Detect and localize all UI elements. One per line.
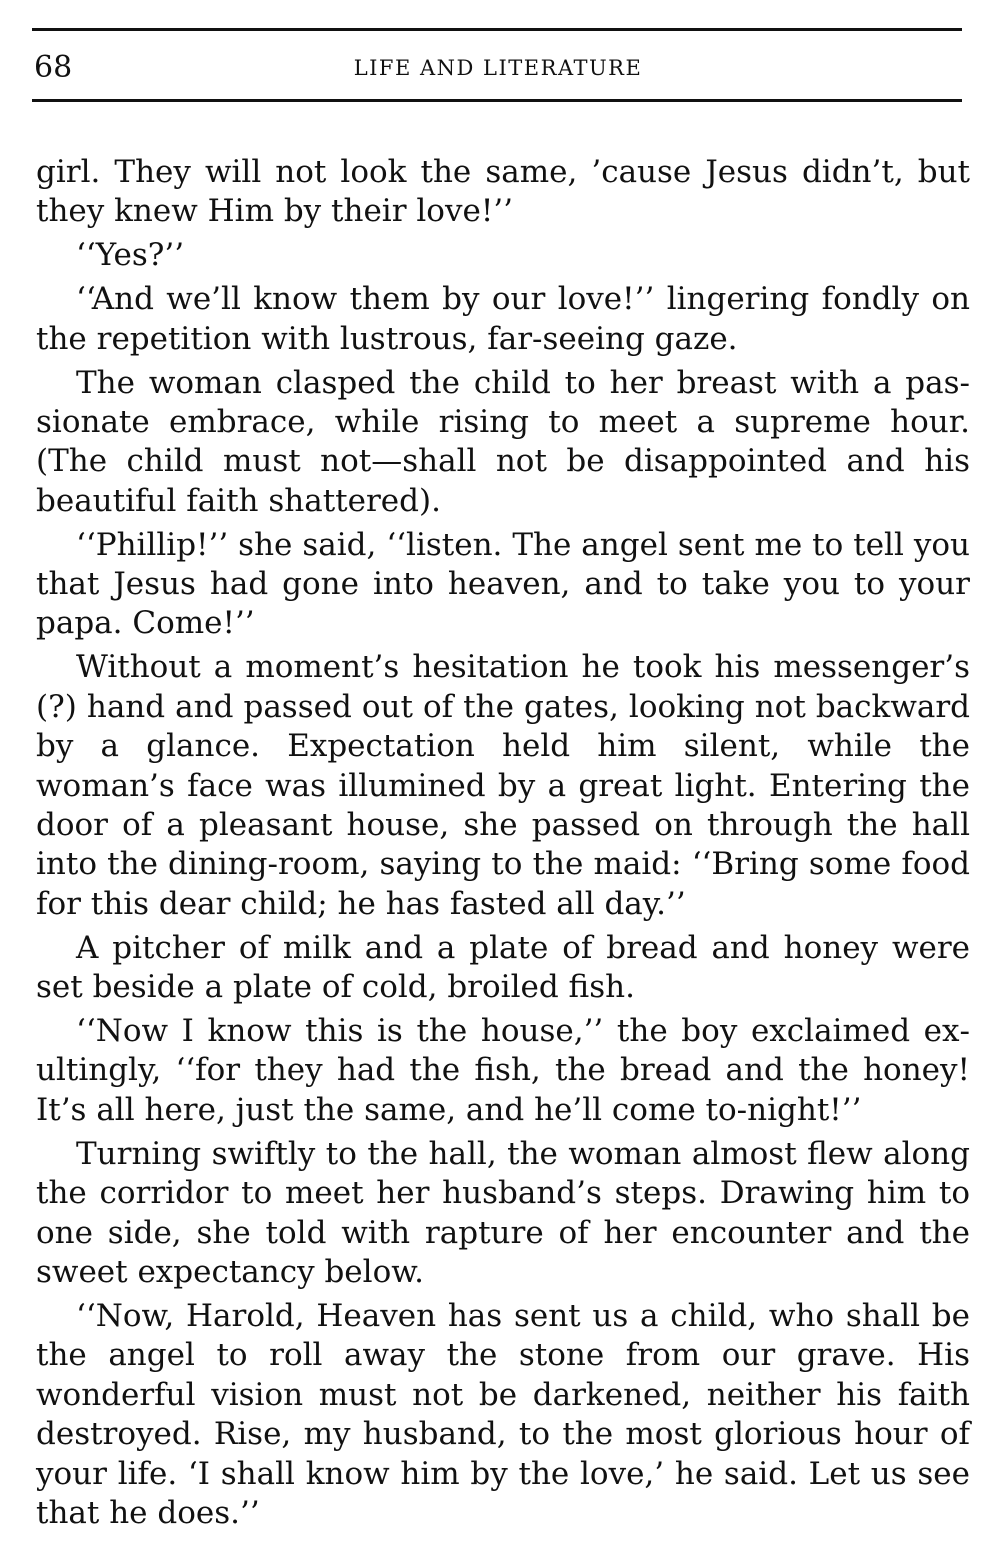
header-bottom-rule (32, 99, 962, 102)
body-text (36, 153, 970, 1538)
paragraph: ‘‘Now I know this is the house,’’ the boy exclaimed exultingly, ‘‘for they had the fish, the bread and the honey! It’s all here, just the same, and he’ll come to-night!’’ (36, 1013, 970, 1128)
paragraph: A pitcher of milk and a plate of bread and honey were set beside a plate of cold, broiled fish. (36, 929, 970, 1006)
running-title: LIFE AND LITERATURE (353, 56, 643, 80)
paragraph: ‘‘Now, Harold, Heaven has sent us a child, who shall be the angel to roll away the stone from our grave. His wonderful vision must not be darkened, neither his faith destroyed. Rise, my husband, to the most glorious hour of your life. ‘I shall know him by the love,’ he said. Let us see that he does.’’ (36, 1297, 970, 1531)
page-header (34, 48, 962, 88)
paragraph: ‘‘And we’ll know them by our love!’’ lingering fondly on the repetition with lustrous, far-seeing gaze. (36, 281, 970, 357)
paragraph: girl. They will not look the same, ’cause Jesus didn’t, but they knew Him by their love!’’ (36, 154, 970, 230)
paragraph: Turning swiftly to the hall, the woman almost flew along the corridor to meet her husband’s steps. Drawing him to one side, she told with rapture of her encounter and the sweet expectancy below. (36, 1135, 970, 1290)
paragraph: Without a moment’s hesitation he took his messenger’s (?) hand and passed out of the gates, looking not backward by a glance. Expectation held him silent, while the woman’s face was illumined by a great light. Entering the door of a pleasant house, she passed on through the hall into the dining-room, saying to the maid: ‘‘Bring some food for this dear child; he has fasted all day.’’ (36, 649, 970, 922)
paragraph: ‘‘Phillip!’’ she said, ‘‘listen. The angel sent me to tell you that Jesus had gone into heaven, and to take you to your papa. Come!’’ (36, 526, 970, 642)
paragraph: The woman clasped the child to her breast with a passionate embrace, while rising to meet a supreme hour. (The child must not—shall not be disappointed and his beautiful faith shattered). (36, 364, 970, 519)
page-number: 68 (34, 50, 73, 85)
header-top-rule (32, 28, 962, 31)
paragraph: ‘‘Yes?’’ (76, 237, 185, 274)
